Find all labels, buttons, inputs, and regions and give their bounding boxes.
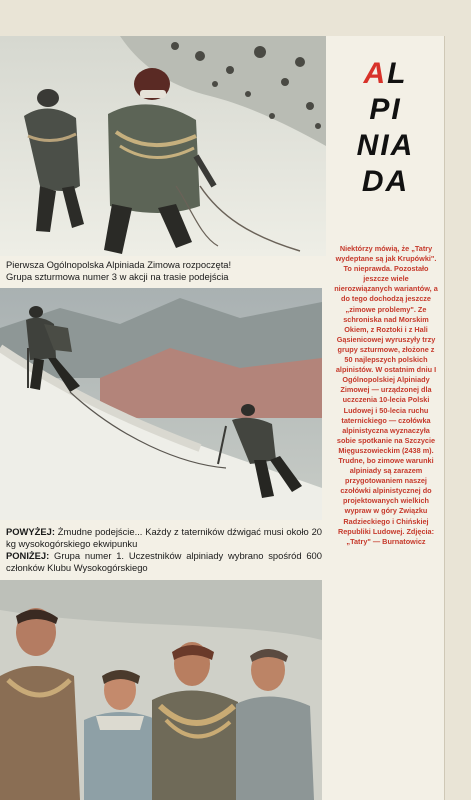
caption-photo-1-line-2: Grupa szturmowa numer 3 w akcji na trasie podejścia: [6, 271, 229, 282]
caption-below-label: PONIŻEJ:: [6, 550, 50, 561]
caption-below: [6, 550, 322, 574]
article-sidebar: [330, 36, 441, 800]
title-line-2: PI: [369, 93, 402, 126]
title-first-letter: A: [363, 57, 388, 90]
caption-above-label: POWYŻEJ:: [6, 526, 55, 537]
photo-tedious-ascent-image: [0, 288, 322, 520]
photo-assault-group-3-image: [0, 36, 326, 256]
title-line-4: DA: [361, 165, 410, 198]
photo-group-1-portrait: [0, 580, 322, 800]
caption-photo-1-line-1: Pierwsza Ogólnopolska Alpiniada Zimowa rozpoczęta!: [6, 259, 232, 270]
photo-group-1-portrait-image: [0, 580, 322, 800]
caption-photo-1: [6, 259, 322, 283]
article-body: Niektórzy mówią, że „Tatry wydeptane są jak Krupówki". To nieprawda. Pozostało jeszcze wiele nierozwiązanych wariantów, a do tego dochodzą jeszcze „zimowe problemy". Ze schroniska nad Morskim Okiem, z Roztoki i z Hali Gąsienicowej wyruszyły trzy grupy szturmowe, złożone z 50 najlepszych polskich alpinistów. W ostatnim dniu I Ogólnopolskiej Alpiniady Zimowej — urządzonej dla uczczenia 10-lecia Polski Ludowej i 50-lecia ruchu taternickiego — czołówka alpinistyczna wyznaczyła sobie spotkanie na Szczycie Mięguszowieckim (2438 m). Trudne, bo zimowe warunki alpiniady są zarazem przygotowaniem naszej czołówki alpinistycznej do projektowanych wielkich wypraw w góry Związku Radzieckiego i Chińskiej Republiki Ludowej. Zdjęcia: „Tatry" — Burnatowicz: [334, 244, 438, 546]
caption-photo-2: [6, 526, 322, 574]
article-title: [330, 56, 441, 200]
title-line-1: [330, 56, 441, 92]
photo-assault-group-3: [0, 36, 326, 256]
caption-below-text: Grupa numer 1. Uczestników alpiniady wybrano spośród 600 członków Klubu Wysokogórskiego: [6, 550, 322, 573]
caption-above-text: Żmudne podejście... Każdy z taterników dźwigać musi około 20 kg wysokogórskiego ekwipunku: [6, 526, 322, 549]
title-line-1-rest: L: [387, 57, 408, 90]
caption-above: [6, 526, 322, 550]
title-line-3: NIA: [356, 129, 415, 162]
photo-tedious-ascent: [0, 288, 322, 520]
